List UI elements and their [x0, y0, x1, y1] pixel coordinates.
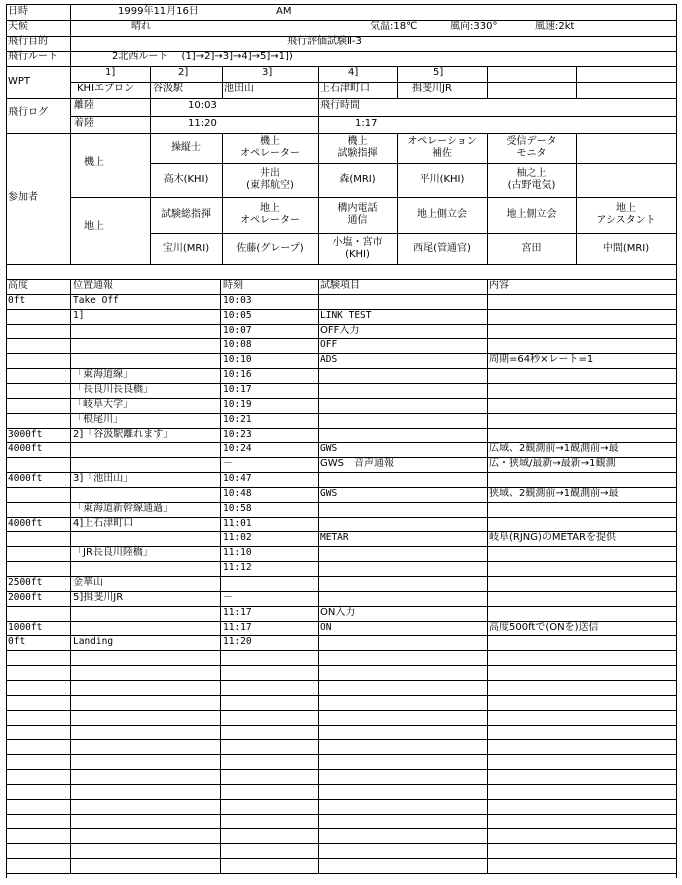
test-item-cell: ON [320, 622, 332, 633]
date-value: 1999年11月16日 [118, 6, 199, 17]
onboard-name: 高木(KHI) [163, 174, 209, 185]
grid-line [676, 279, 677, 873]
test-item-cell: LINK TEST [320, 310, 372, 321]
onboard-role: 受信データ [506, 136, 557, 147]
time-value: AM [276, 6, 292, 17]
grid-line [318, 98, 319, 133]
time-cell: 11:12 [223, 562, 252, 573]
wpt-num-5: 5] [433, 67, 444, 78]
position-report-cell: 「JR長良川陸橋」 [73, 547, 153, 558]
altitude-cell: 0ft [8, 295, 26, 306]
wpt-num-3: 3] [262, 67, 273, 78]
time-cell: 11:10 [223, 547, 252, 558]
wpt-num-1: 1] [105, 67, 116, 78]
position-report-cell: Landing [73, 636, 114, 647]
grid-line [318, 66, 319, 98]
time-cell: 10:48 [223, 488, 252, 499]
grid-line [150, 98, 151, 133]
time-cell: 11:02 [223, 532, 252, 543]
content-cell: 周期=64秒×レート=1 [489, 354, 594, 365]
onboard-role: 機上 [260, 136, 280, 147]
grid-line [6, 51, 676, 52]
grid-line [6, 754, 676, 755]
ground-name: (KHI) [345, 248, 370, 260]
ground-role: 試験総指揮 [161, 209, 211, 220]
ground-role: 地上 [260, 203, 280, 214]
test-item-cell: ON入力 [320, 607, 356, 618]
time-cell: 10:03 [223, 295, 252, 306]
grid-line [70, 133, 71, 264]
log-header-altitude: 高度 [8, 280, 28, 291]
grid-line [6, 561, 676, 562]
time-cell: － [223, 592, 233, 603]
takeoff-time: 10:03 [188, 100, 217, 111]
grid-line [6, 4, 676, 5]
test-item-cell: GWS 音声通報 [320, 458, 394, 469]
content-cell: 岐阜(RJNG)のMETARを提供 [489, 532, 616, 543]
position-report-cell: 「東海道新幹線通過」 [73, 503, 173, 514]
weather-label: 天候 [8, 21, 28, 32]
grid-line [6, 98, 676, 99]
grid-line [70, 197, 150, 198]
route-value: 2北西ルート (1]→2]→3]→4]→5]→1]) [112, 51, 293, 62]
grid-line [150, 197, 676, 198]
wpt-name-2: 谷汲駅 [153, 83, 183, 94]
grid-line [70, 116, 676, 117]
wind-speed: 風速:2kt [535, 21, 575, 32]
position-report-cell: 4]上石津町口 [73, 518, 134, 529]
grid-line [397, 197, 398, 264]
onboard-name: (古野電気) [507, 180, 556, 191]
position-report-cell: Take Off [73, 295, 119, 306]
landing-time: 11:20 [188, 118, 217, 129]
grid-line [6, 799, 676, 800]
grid-line [6, 784, 676, 785]
content-cell: 広・狭域/最新→最新→1観測 [489, 458, 616, 469]
altitude-cell: 0ft [8, 636, 26, 647]
onboard-name: 柚之上 [516, 168, 547, 179]
time-cell: 11:20 [223, 636, 252, 647]
time-cell: 10:05 [223, 310, 252, 321]
ground-name: 宮田 [521, 242, 542, 254]
grid-line [6, 769, 676, 770]
time-cell: － [223, 458, 233, 469]
grid-line [487, 66, 488, 98]
grid-line [6, 695, 676, 696]
grid-line [6, 858, 676, 859]
wpt-name-1: KHIエプロン [77, 83, 135, 94]
wpt-num-2: 2] [178, 67, 189, 78]
onboard-role: モニタ [516, 148, 547, 159]
ground-role: 地上側立会 [506, 209, 557, 220]
log-header-test-item: 試験項目 [320, 280, 360, 291]
grid-line [150, 66, 151, 98]
grid-line [6, 873, 676, 874]
grid-line [70, 279, 71, 873]
onboard-label: 機上 [84, 157, 104, 168]
test-item-cell: OFF [320, 339, 338, 350]
grid-line [6, 843, 676, 844]
grid-line [70, 4, 71, 66]
test-item-cell: GWS [320, 488, 338, 499]
altitude-cell: 2500ft [8, 577, 43, 588]
test-item-cell: METAR [320, 532, 349, 543]
content-cell: 高度500ftで(ONを)送信 [489, 622, 599, 633]
time-cell: 10:10 [223, 354, 252, 365]
route-label: 飛行ルート [8, 51, 58, 62]
wpt-label: WPT [8, 76, 31, 87]
time-cell: 11:17 [223, 607, 252, 618]
time-cell: 11:17 [223, 622, 252, 633]
position-report-cell: 2]「谷汲駅離れます」 [73, 429, 174, 440]
altitude-cell: 2000ft [8, 592, 43, 603]
flight-time-label: 飛行時間 [320, 100, 360, 111]
grid-line [6, 279, 7, 873]
grid-line [220, 279, 221, 873]
altitude-cell: 4000ft [8, 518, 43, 529]
time-cell: 10:19 [223, 399, 252, 410]
grid-line [576, 133, 577, 197]
grid-line [6, 665, 676, 666]
grid-line [70, 66, 71, 98]
grid-line [487, 279, 488, 873]
ground-name: 西尾(管通官) [413, 242, 471, 254]
time-cell: 10:21 [223, 414, 252, 425]
grid-line [318, 279, 319, 873]
altitude-cell: 4000ft [8, 443, 43, 454]
time-cell: 10:07 [223, 325, 252, 336]
test-item-cell: OFF入力 [320, 325, 360, 336]
grid-line [6, 710, 676, 711]
position-report-cell: 金華山 [73, 577, 103, 588]
participants-label: 参加者 [8, 192, 38, 203]
onboard-name: (東邦航空) [246, 180, 294, 191]
ground-role: 構内電話 [337, 203, 378, 214]
grid-line [6, 338, 676, 339]
wind-direction: 風向:330° [450, 21, 498, 32]
grid-line [6, 814, 676, 815]
purpose-value: 飛行評価試験Ⅱ-3 [287, 36, 362, 47]
ground-role: 地上 [616, 203, 636, 214]
wpt-name-4: 上石津町口 [320, 83, 370, 94]
grid-line [6, 20, 676, 21]
time-cell: 10:08 [223, 339, 252, 350]
altitude-cell: 1000ft [8, 622, 43, 633]
ground-role: 通信 [347, 215, 368, 226]
grid-line [6, 264, 676, 265]
time-cell: 10:47 [223, 473, 252, 484]
onboard-role: 試験指揮 [337, 148, 378, 159]
content-cell: 狭域、2観測前→1観測前→最 [489, 488, 619, 499]
log-header-time: 時刻 [223, 280, 243, 291]
onboard-role: 補佐 [432, 148, 452, 159]
grid-line [6, 680, 676, 681]
grid-line [6, 828, 676, 829]
onboard-name: 井出 [260, 168, 280, 179]
purpose-label: 飛行目的 [8, 36, 48, 47]
grid-line [6, 650, 676, 651]
onboard-name: 平川(KHI) [419, 174, 465, 185]
weather-value: 晴れ [131, 21, 151, 32]
position-report-cell: 「根尾川」 [73, 414, 123, 425]
ground-name: 小塩・宮市 [332, 236, 383, 248]
landing-label: 着陸 [74, 118, 94, 129]
wpt-name-3: 池田山 [224, 83, 254, 94]
flight-time-value: 1:17 [355, 118, 378, 129]
wpt-name-5: 揖斐川JR [412, 83, 452, 94]
test-item-cell: GWS [320, 443, 338, 454]
ground-name: 中間(MRI) [602, 242, 650, 254]
time-cell: 10:24 [223, 443, 252, 454]
ground-role: アシスタント [596, 215, 656, 226]
wpt-num-4: 4] [348, 67, 359, 78]
date-label: 日時 [8, 6, 28, 17]
position-report-cell: 「岐阜大学」 [73, 399, 133, 410]
takeoff-label: 離陸 [74, 100, 94, 111]
time-cell: 10:58 [223, 503, 252, 514]
grid-line [397, 66, 398, 98]
position-report-cell: 3]「池田山」 [73, 473, 134, 484]
onboard-role: 操縦士 [171, 142, 201, 153]
grid-line [6, 739, 676, 740]
onboard-name: 森(MRI) [339, 174, 376, 185]
altitude-cell: 3000ft [8, 429, 43, 440]
content-cell: 広域、2観測前→1観測前→最 [489, 443, 619, 454]
onboard-role: オペレーター [240, 148, 300, 159]
grid-line [150, 163, 676, 164]
flight-log-label: 飛行ログ [8, 107, 48, 118]
grid-line [222, 66, 223, 98]
grid-line [576, 66, 577, 98]
ground-name: 宝川(MRI) [162, 242, 210, 254]
grid-line [487, 197, 488, 264]
grid-line [150, 233, 676, 234]
time-cell: 11:01 [223, 518, 252, 529]
log-header-position-report: 位置通報 [73, 280, 113, 291]
onboard-role: オペレーション [407, 136, 477, 147]
position-report-cell: 「長良川長良橋」 [73, 384, 153, 395]
altitude-cell: 4000ft [8, 473, 43, 484]
time-cell: 10:17 [223, 384, 252, 395]
temperature: 気温:18℃ [370, 21, 418, 32]
log-header-content: 内容 [489, 280, 509, 291]
ground-name: 佐藤(グレープ) [236, 242, 304, 254]
position-report-cell: 「東海道線」 [73, 369, 133, 380]
test-item-cell: ADS [320, 354, 338, 365]
grid-line [6, 576, 676, 577]
ground-label: 地上 [84, 221, 104, 232]
position-report-cell: 5]揖斐川JR [73, 592, 124, 603]
grid-line [70, 98, 71, 133]
onboard-role: 機上 [347, 136, 368, 147]
grid-line [6, 725, 676, 726]
time-cell: 10:23 [223, 429, 252, 440]
position-report-cell: 1] [73, 310, 85, 321]
time-cell: 10:16 [223, 369, 252, 380]
ground-role: 地上側立会 [417, 209, 467, 220]
ground-role: オペレーター [240, 215, 300, 226]
